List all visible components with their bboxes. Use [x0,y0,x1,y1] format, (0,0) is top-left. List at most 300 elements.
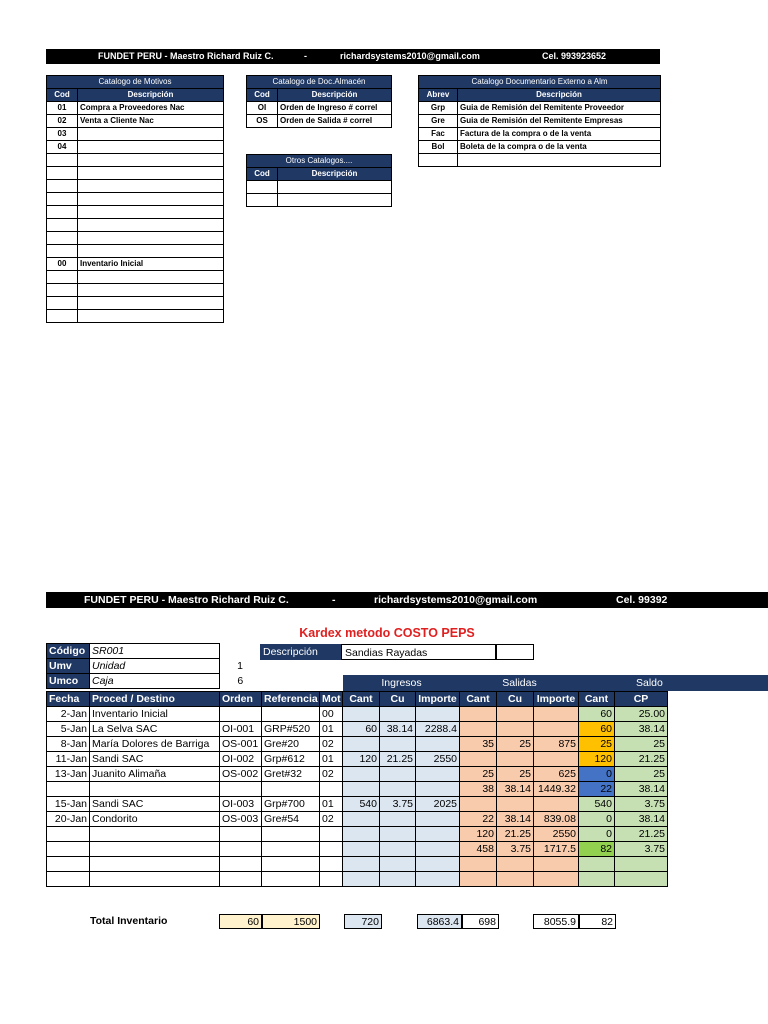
codigo-label: Código [47,644,90,659]
col-header-orden: Orden [220,692,262,707]
cell-saldo-cp[interactable]: 25 [615,737,668,752]
col-header-mot: Mot [320,692,343,707]
kardex-row [47,782,668,797]
cell-ing-importe[interactable] [416,782,460,797]
separator: - [304,51,307,61]
col-header-saldo-cant: Cant [579,692,615,707]
cell-proced[interactable]: Juanito Alimaña [90,767,220,782]
cell-sal-cant[interactable]: 458 [460,842,497,857]
desc-cell[interactable] [78,206,224,219]
cell-referencia[interactable] [262,827,320,842]
cell-referencia[interactable]: Gret#32 [262,767,320,782]
cell-sal-cu[interactable] [497,857,534,872]
cell-orden[interactable]: OI-001 [220,722,262,737]
cell-sal-importe[interactable] [534,797,579,812]
col-header-ing-cant: Cant [343,692,380,707]
cell-proced[interactable]: María Dolores de Barriga [90,737,220,752]
cell-sal-importe[interactable] [534,857,579,872]
cell-mot[interactable] [320,842,343,857]
cell-ing-cu[interactable]: 38.14 [380,722,416,737]
kardex-row [47,767,668,782]
cell-proced[interactable] [90,827,220,842]
header-bar-top [46,49,660,64]
cell-ing-importe[interactable]: 2550 [416,752,460,767]
cell-referencia[interactable] [262,842,320,857]
cell-sal-cu[interactable] [497,707,534,722]
cell-sal-cu[interactable] [497,752,534,767]
col-header-ing-importe: Importe [416,692,460,707]
cell-saldo-cp[interactable] [615,857,668,872]
cell-sal-cu[interactable] [497,722,534,737]
cell-saldo-cant[interactable] [579,857,615,872]
kardex-row [47,737,668,752]
catalog-row [247,115,392,128]
company-name: FUNDET PERU - Maestro Richard Ruiz C. [84,594,289,606]
cod-cell[interactable] [47,193,78,206]
cell-ing-importe[interactable] [416,827,460,842]
cell-ing-importe[interactable] [416,737,460,752]
cell-proced[interactable] [90,872,220,887]
catalog-row [47,310,224,323]
col-header-sal-cant: Cant [460,692,497,707]
umco-factor[interactable]: 6 [237,675,244,687]
cell-ing-cu[interactable] [380,827,416,842]
catalog-row [47,193,224,206]
cod-cell[interactable] [47,180,78,193]
col-desc: Descripción [458,89,661,102]
cell-sal-importe[interactable]: 839.08 [534,812,579,827]
cell-saldo-cant[interactable]: 540 [579,797,615,812]
cell-orden[interactable] [220,782,262,797]
cell-fecha[interactable]: 13-Jan [47,767,90,782]
desc-cell[interactable]: Venta a Cliente Nac [78,115,224,128]
cell-ing-cu[interactable] [380,812,416,827]
desc-cell[interactable] [78,297,224,310]
catalog-title: Otros Catalogos.... [247,155,392,168]
cell-ing-importe[interactable] [416,707,460,722]
desc-cell[interactable] [78,284,224,297]
cell-mot[interactable]: 01 [320,797,343,812]
desc-cell[interactable]: Compra a Proveedores Nac [78,102,224,115]
cell-ing-cant[interactable] [343,827,380,842]
col-cod: Cod [47,89,78,102]
cell-mot[interactable]: 02 [320,812,343,827]
desc-cell[interactable] [78,271,224,284]
cell-proced[interactable]: Sandi SAC [90,752,220,767]
desc-cell[interactable] [78,141,224,154]
col-desc: Descripción [278,168,392,181]
cell-mot[interactable] [320,782,343,797]
cell-referencia[interactable] [262,707,320,722]
desc-cell[interactable] [278,194,392,207]
catalog-row [247,102,392,115]
cell-sal-importe[interactable] [534,872,579,887]
cod-cell[interactable] [47,297,78,310]
umv-label: Umv [47,659,90,674]
cod-cell[interactable]: Grp [419,102,458,115]
catalog-row [47,219,224,232]
desc-label: Descripción [260,644,341,660]
cell-fecha[interactable]: 8-Jan [47,737,90,752]
kardex-row [47,827,668,842]
cod-cell[interactable]: 03 [47,128,78,141]
cell-referencia[interactable]: GRP#520 [262,722,320,737]
desc-cell[interactable] [78,128,224,141]
cell-mot[interactable]: 02 [320,767,343,782]
phone: Cel. 99392 [616,594,668,606]
cell-ing-cant[interactable] [343,707,380,722]
umv-value[interactable]: Unidad [90,659,220,674]
desc-cell[interactable]: Guia de Remisión del Remitente Empresas [458,115,661,128]
total-ing-imp: 6863.4 [417,914,462,929]
email: richardsystems2010@gmail.com [374,594,538,606]
desc-cell[interactable] [78,245,224,258]
cell-saldo-cant[interactable]: 0 [579,767,615,782]
cell-orden[interactable]: OS-001 [220,737,262,752]
cell-mot[interactable]: 01 [320,752,343,767]
cell-sal-importe[interactable]: 1449.32 [534,782,579,797]
cell-sal-importe[interactable] [534,752,579,767]
cell-sal-importe[interactable]: 2550 [534,827,579,842]
catalog-otros [246,154,392,207]
catalog-title: Catalogo de Motivos [47,76,224,89]
cell-ing-importe[interactable] [416,872,460,887]
cell-ing-cu[interactable]: 3.75 [380,797,416,812]
cell-orden[interactable]: OI-002 [220,752,262,767]
cell-saldo-cant[interactable]: 25 [579,737,615,752]
cell-ing-importe[interactable] [416,842,460,857]
col-header-sal-cu: Cu [497,692,534,707]
desc-cell[interactable]: Guia de Remisión del Remitente Proveedor [458,102,661,115]
cod-cell[interactable]: OI [247,102,278,115]
cell-orden[interactable]: OS-003 [220,812,262,827]
cell-sal-importe[interactable]: 875 [534,737,579,752]
cell-mot[interactable] [320,857,343,872]
cell-saldo-cp[interactable]: 21.25 [615,752,668,767]
cell-sal-cu[interactable]: 25 [497,767,534,782]
kardex-row [47,797,668,812]
cell-saldo-cant[interactable]: 120 [579,752,615,767]
col-header-ing-cu: Cu [380,692,416,707]
catalog-row [419,141,661,154]
cell-sal-importe[interactable]: 1717.5 [534,842,579,857]
cell-sal-cu[interactable]: 25 [497,737,534,752]
cell-proced[interactable] [90,782,220,797]
kardex-row [47,722,668,737]
cod-cell[interactable] [47,219,78,232]
cell-ing-cu[interactable] [380,767,416,782]
cell-sal-importe[interactable]: 625 [534,767,579,782]
cell-saldo-cant[interactable]: 60 [579,707,615,722]
cell-saldo-cp[interactable]: 21.25 [615,827,668,842]
cell-orden[interactable] [220,842,262,857]
col-desc: Descripción [278,89,392,102]
cell-ing-cant[interactable] [343,872,380,887]
cell-sal-cu[interactable]: 3.75 [497,842,534,857]
kardex-row [47,872,668,887]
cod-cell[interactable]: 00 [47,258,78,271]
desc-cell[interactable]: Boleta de la compra o de la venta [458,141,661,154]
catalog-row [419,102,661,115]
cod-cell[interactable]: 04 [47,141,78,154]
catalog-row [47,115,224,128]
cell-mot[interactable]: 01 [320,722,343,737]
group-salidas: Salidas [502,677,537,689]
cell-ing-importe[interactable] [416,857,460,872]
cell-ing-cant[interactable] [343,767,380,782]
col-header-proced: Proced / Destino [90,692,220,707]
cell-saldo-cp[interactable]: 38.14 [615,812,668,827]
separator: - [332,594,336,606]
cell-proced[interactable] [90,857,220,872]
cod-cell[interactable]: OS [247,115,278,128]
cell-ing-cu[interactable] [380,707,416,722]
desc-cell[interactable]: Inventario Inicial [78,258,224,271]
cell-saldo-cp[interactable]: 25 [615,767,668,782]
cell-sal-cant[interactable] [460,722,497,737]
cell-fecha[interactable]: 5-Jan [47,722,90,737]
total-sal-imp: 8055.9 [533,914,579,929]
col-header-saldo-cp: CP [615,692,668,707]
cell-fecha[interactable]: 15-Jan [47,797,90,812]
cell-proced[interactable]: Sandi SAC [90,797,220,812]
catalog-row [419,128,661,141]
cell-sal-cu[interactable]: 38.14 [497,782,534,797]
cell-saldo-cp[interactable]: 38.14 [615,722,668,737]
cell-ing-cant[interactable] [343,857,380,872]
col-cod: Cod [247,89,278,102]
catalog-row [47,258,224,271]
desc-cell[interactable]: Factura de la compra o de la venta [458,128,661,141]
kardex-row [47,752,668,767]
cod-cell[interactable] [419,154,458,167]
cell-saldo-cant[interactable] [579,872,615,887]
catalog-row [47,167,224,180]
catalog-row [47,154,224,167]
cell-referencia[interactable] [262,872,320,887]
catalog-doc-almacen [246,75,392,128]
cell-saldo-cp[interactable]: 3.75 [615,842,668,857]
col-header-fecha: Fecha [47,692,90,707]
catalog-row [47,271,224,284]
email: richardsystems2010@gmail.com [340,51,480,61]
cell-ing-cu[interactable] [380,782,416,797]
cell-sal-cant[interactable]: 35 [460,737,497,752]
cell-ing-cant[interactable] [343,782,380,797]
cell-orden[interactable]: OI-003 [220,797,262,812]
cell-sal-cu[interactable] [497,797,534,812]
group-saldo: Saldo [636,677,663,689]
cell-referencia[interactable]: Gre#54 [262,812,320,827]
cell-referencia[interactable]: Gre#20 [262,737,320,752]
cod-cell[interactable]: 01 [47,102,78,115]
catalog-row [47,284,224,297]
cell-proced[interactable]: Inventario Inicial [90,707,220,722]
total-label: Total Inventario [90,915,168,927]
desc-cell[interactable] [278,181,392,194]
cod-cell[interactable] [247,181,278,194]
cell-ing-cu[interactable] [380,737,416,752]
kardex-row [47,707,668,722]
catalog-row [47,206,224,219]
cell-sal-cu[interactable] [497,872,534,887]
cod-cell[interactable] [47,271,78,284]
cell-saldo-cp[interactable]: 38.14 [615,782,668,797]
desc-value[interactable]: Sandias Rayadas [341,644,496,660]
desc-cell[interactable]: Orden de Ingreso # correl [278,102,392,115]
cell-proced[interactable]: Condorito [90,812,220,827]
cell-referencia[interactable]: Grp#700 [262,797,320,812]
cell-ing-importe[interactable]: 2025 [416,797,460,812]
cell-saldo-cp[interactable] [615,872,668,887]
cod-cell[interactable]: Fac [419,128,458,141]
cod-cell[interactable] [47,206,78,219]
cell-saldo-cant[interactable]: 82 [579,842,615,857]
cell-ing-cant[interactable]: 60 [343,722,380,737]
cell-ing-cant[interactable] [343,737,380,752]
catalog-row [419,115,661,128]
cell-fecha[interactable]: 20-Jan [47,812,90,827]
cell-fecha[interactable] [47,872,90,887]
kardex-table [46,691,668,887]
col-header-referencia: Referencia [262,692,320,707]
cell-mot[interactable]: 00 [320,707,343,722]
cell-orden[interactable]: OS-002 [220,767,262,782]
codigo-value[interactable]: SR001 [90,644,220,659]
cell-fecha[interactable] [47,857,90,872]
cell-sal-cant[interactable] [460,857,497,872]
cell-mot[interactable] [320,872,343,887]
phone: Cel. 993923652 [542,51,607,61]
cell-sal-cant[interactable]: 120 [460,827,497,842]
catalog-row [47,232,224,245]
cell-mot[interactable] [320,827,343,842]
cell-mot[interactable]: 02 [320,737,343,752]
cell-fecha[interactable] [47,842,90,857]
cell-sal-cant[interactable] [460,872,497,887]
cod-cell[interactable] [47,245,78,258]
cell-fecha[interactable] [47,782,90,797]
cell-ing-cant[interactable]: 540 [343,797,380,812]
kardex-title: Kardex metodo COSTO PEPS [299,626,475,640]
cell-ing-cu[interactable]: 21.25 [380,752,416,767]
umco-value[interactable]: Caja [90,674,220,689]
cell-orden[interactable] [220,827,262,842]
catalog-motivos [46,75,224,323]
cod-cell[interactable]: 02 [47,115,78,128]
kardex-row [47,842,668,857]
cod-cell[interactable] [247,194,278,207]
catalog-row [47,297,224,310]
cell-saldo-cant[interactable]: 0 [579,827,615,842]
cell-saldo-cant[interactable]: 60 [579,722,615,737]
cell-sal-cant[interactable]: 38 [460,782,497,797]
desc-cell[interactable] [78,219,224,232]
catalog-row [47,245,224,258]
total-ini-imp: 1500 [262,914,320,929]
kardex-info [46,643,261,689]
cod-cell[interactable]: Gre [419,115,458,128]
cell-sal-cu[interactable]: 21.25 [497,827,534,842]
cell-sal-cant[interactable] [460,797,497,812]
cell-ing-importe[interactable]: 2288.4 [416,722,460,737]
cell-orden[interactable] [220,872,262,887]
cell-fecha[interactable] [47,827,90,842]
group-ingresos: Ingresos [381,677,422,689]
cell-sal-cant[interactable]: 25 [460,767,497,782]
catalog-row [247,194,392,207]
cell-sal-cant[interactable] [460,707,497,722]
cod-cell[interactable] [47,310,78,323]
desc-cell[interactable] [458,154,661,167]
cell-saldo-cant[interactable]: 0 [579,812,615,827]
catalog-row [47,128,224,141]
desc-cell[interactable] [78,310,224,323]
cod-cell[interactable] [47,167,78,180]
kardex-row [47,812,668,827]
cell-proced[interactable]: La Selva SAC [90,722,220,737]
catalog-doc-externo [418,75,661,167]
cell-ing-cu[interactable] [380,857,416,872]
cell-sal-cu[interactable]: 38.14 [497,812,534,827]
company-name: FUNDET PERU - Maestro Richard Ruiz C. [98,51,274,61]
desc-cell[interactable] [78,193,224,206]
catalog-title: Catalogo de Doc.Almacén [247,76,392,89]
cod-cell[interactable] [47,232,78,245]
cell-referencia[interactable] [262,857,320,872]
cell-ing-importe[interactable] [416,767,460,782]
cell-referencia[interactable]: Grp#612 [262,752,320,767]
cell-orden[interactable] [220,707,262,722]
cell-sal-importe[interactable] [534,722,579,737]
desc-cell[interactable] [78,154,224,167]
total-ini-cant: 60 [219,914,262,929]
desc-extra-cell[interactable] [496,644,534,660]
cell-referencia[interactable] [262,782,320,797]
cell-saldo-cp[interactable]: 25.00 [615,707,668,722]
cell-ing-cant[interactable]: 120 [343,752,380,767]
desc-cell[interactable] [78,180,224,193]
cell-ing-importe[interactable] [416,812,460,827]
desc-cell[interactable] [78,232,224,245]
desc-cell[interactable]: Orden de Salida # correl [278,115,392,128]
cell-ing-cant[interactable] [343,842,380,857]
catalog-row [47,180,224,193]
cell-ing-cu[interactable] [380,872,416,887]
cell-saldo-cp[interactable]: 3.75 [615,797,668,812]
cell-saldo-cant[interactable]: 22 [579,782,615,797]
catalog-row [47,141,224,154]
col-cod: Cod [247,168,278,181]
cell-proced[interactable] [90,842,220,857]
desc-cell[interactable] [78,167,224,180]
cod-cell[interactable] [47,154,78,167]
col-abrev: Abrev [419,89,458,102]
cell-fecha[interactable]: 11-Jan [47,752,90,767]
cell-sal-cant[interactable] [460,752,497,767]
cell-orden[interactable] [220,857,262,872]
catalog-row [247,181,392,194]
cell-ing-cant[interactable] [343,812,380,827]
umv-factor[interactable]: 1 [237,660,243,672]
cell-sal-cant[interactable]: 22 [460,812,497,827]
total-ing-cant: 720 [344,914,382,929]
cod-cell[interactable]: Bol [419,141,458,154]
cell-ing-cu[interactable] [380,842,416,857]
cell-sal-importe[interactable] [534,707,579,722]
cod-cell[interactable] [47,284,78,297]
cell-fecha[interactable]: 2-Jan [47,707,90,722]
